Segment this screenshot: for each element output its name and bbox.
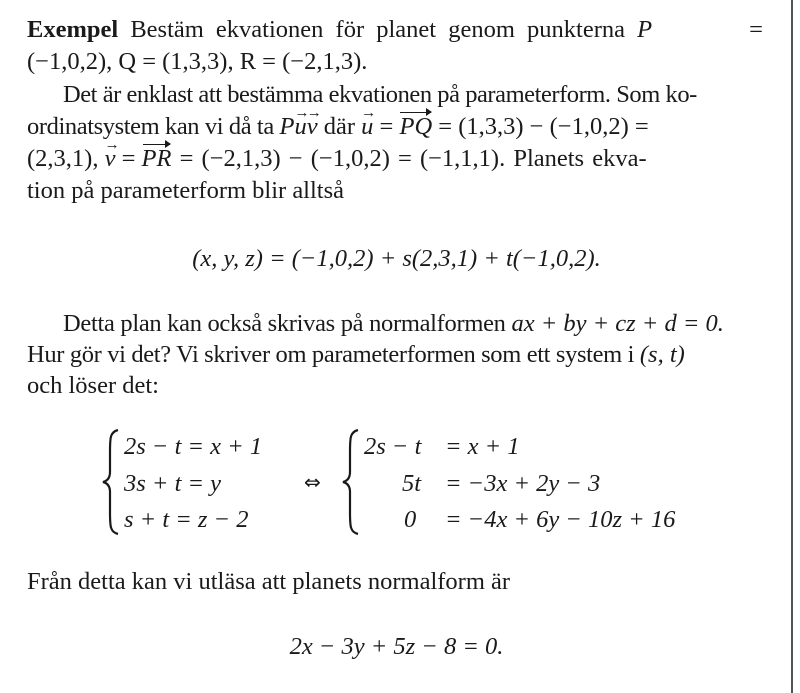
vector-pr: PR	[142, 143, 172, 175]
paragraph-1-line-4: tion på parameterform blir alltså	[27, 177, 345, 204]
vector-pq: PQ	[399, 111, 432, 143]
vector-v: v →	[307, 111, 318, 143]
text-line-8	[27, 339, 763, 371]
vector-u-2: u →	[361, 111, 373, 143]
point-p-system: P	[279, 113, 295, 140]
system-right-rhs-1: = x + 1	[445, 433, 520, 460]
system-right-rhs-3: = −4x + 6y − 10z + 16	[445, 506, 676, 533]
word-dar: där	[317, 113, 362, 140]
vector-v-2: v →	[105, 143, 116, 175]
parametric-equation-text: (x, y, z) = (−1,0,2) + s(2,3,1) + t(−1,0,2).	[192, 245, 601, 272]
equals-2: =	[115, 145, 142, 172]
system-left-row-3: s + t = z − 2	[124, 506, 249, 533]
paragraph-2-line-3: och löser det:	[27, 372, 159, 399]
paragraph-2-line-1a: Detta plan kan också skrivas på normalformen	[63, 310, 512, 337]
parametric-equation	[0, 243, 793, 275]
points-text: (−1,0,2), Q = (1,3,3), R = (−2,1,3).	[27, 48, 368, 75]
vector-u: u →	[294, 111, 306, 143]
system-right-lhs-1: 2s − t	[364, 433, 422, 460]
paragraph-2-line-2a: Hur gör vi det? Vi skriver om parameterformen som ett system i	[27, 341, 640, 368]
system-right-lhs-3: 0	[404, 506, 417, 533]
text-line-2	[27, 46, 763, 78]
equals-sign: =	[749, 16, 763, 43]
system-left-row-1: 2s − t = x + 1	[124, 433, 263, 460]
text-line-9	[27, 370, 763, 402]
variables-st: (s, t)	[639, 341, 685, 368]
final-normal-form	[0, 631, 793, 663]
intro-text: Bestäm ekvationen för planet genom punkterna	[118, 16, 638, 43]
paragraph-1-line-2a: ordinatsystem kan vi då ta	[27, 113, 280, 140]
text-line-6	[27, 175, 763, 207]
system-left-row-2: 3s + t = y	[124, 470, 222, 497]
equals-1: =	[373, 113, 400, 140]
point-p: P	[637, 16, 653, 43]
paragraph-1-line-3a: (2,3,1),	[27, 145, 105, 172]
system-right-lhs-2: 5t	[402, 470, 422, 497]
text-line-10	[27, 566, 763, 598]
example-label: Exempel	[27, 16, 119, 43]
text-line-7	[63, 308, 763, 340]
text-line-3	[63, 79, 763, 111]
paragraph-1-line-1: Det är enklast att bestämma ekvationen på parameterform. Som ko-	[63, 81, 697, 108]
paragraph-1-line-2c: = (1,3,3) − (−1,0,2) =	[432, 113, 649, 140]
normal-form-general: ax + by + cz + d = 0.	[511, 310, 724, 337]
text-line-1	[27, 14, 763, 46]
paragraph-1-line-3c: = (−2,1,3) − (−1,0,2) = (−1,1,1). Planets ekva-	[171, 145, 647, 172]
left-brace-icon	[100, 428, 122, 536]
text-line-4	[27, 111, 763, 143]
final-equation-text: 2x − 3y + 5z − 8 = 0.	[289, 633, 504, 660]
paragraph-3: Från detta kan vi utläsa att planets normalform är	[27, 568, 511, 595]
right-brace-icon	[340, 428, 362, 536]
text-line-5	[27, 143, 763, 175]
system-right-rhs-2: = −3x + 2y − 3	[445, 470, 601, 497]
equivalence-arrow-icon: ⇔	[304, 470, 321, 494]
